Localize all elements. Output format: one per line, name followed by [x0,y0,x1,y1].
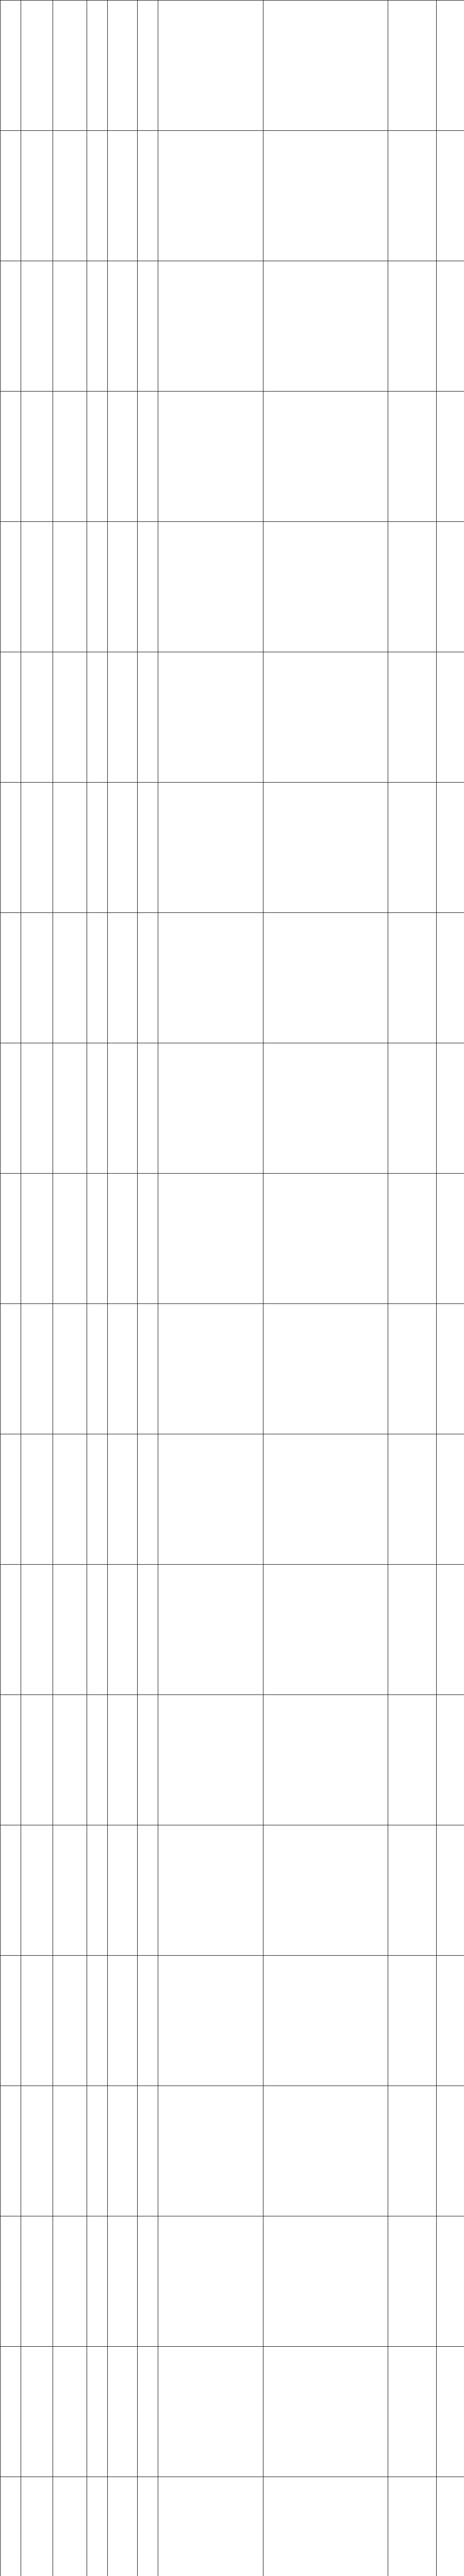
cell-index [1,392,21,522]
cell-unit [21,1434,53,1565]
cell-major [158,1695,263,1825]
cell-headcount [87,652,108,783]
cell-department [53,1695,87,1825]
table-row [1,131,464,261]
cell-unit [21,392,53,522]
cell-degree [138,522,158,652]
cell-headcount [87,2216,108,2347]
cell-degree [138,1956,158,2086]
cell-contact-person [437,652,464,783]
cell-degree [138,392,158,522]
cell-other-requirements [263,1565,388,1695]
cell-education [108,261,138,392]
cell-education [108,1825,138,1956]
cell-other-requirements [263,1825,388,1956]
table-row [1,2086,464,2216]
cell-headcount [87,522,108,652]
cell-contact-phone [388,2086,437,2216]
cell-degree [138,2216,158,2347]
cell-unit [21,522,53,652]
cell-department [53,1304,87,1434]
cell-unit [21,783,53,913]
cell-education [108,392,138,522]
cell-index [1,2347,21,2477]
table-row [1,1434,464,1565]
cell-department [53,1825,87,1956]
table-row [1,1565,464,1695]
cell-unit [21,2086,53,2216]
table-row [1,1043,464,1174]
table-row [1,2216,464,2347]
cell-department [53,1565,87,1695]
cell-contact-phone [388,1434,437,1565]
cell-headcount [87,1825,108,1956]
cell-education [108,1043,138,1174]
cell-department [53,2086,87,2216]
cell-unit [21,1825,53,1956]
cell-department [53,2216,87,2347]
cell-contact-person [437,1434,464,1565]
cell-education [108,913,138,1043]
cell-contact-person [437,2216,464,2347]
cell-major [158,522,263,652]
cell-other-requirements [263,1043,388,1174]
cell-contact-phone [388,2347,437,2477]
cell-contact-phone [388,913,437,1043]
table-row [1,1695,464,1825]
cell-other-requirements [263,522,388,652]
cell-major [158,913,263,1043]
cell-degree [138,913,158,1043]
cell-department [53,1043,87,1174]
cell-other-requirements [263,1174,388,1304]
table-row [1,652,464,783]
cell-degree [138,1434,158,1565]
cell-major [158,1434,263,1565]
cell-contact-person [437,1825,464,1956]
cell-department [53,1434,87,1565]
cell-education [108,131,138,261]
cell-contact-phone [388,1043,437,1174]
cell-major [158,392,263,522]
cell-degree [138,1825,158,1956]
cell-index [1,522,21,652]
cell-index [1,261,21,392]
cell-other-requirements [263,1,388,131]
cell-major [158,652,263,783]
table-body [1,1,464,2576]
cell-unit [21,1,53,131]
cell-department [53,131,87,261]
cell-index [1,2216,21,2347]
cell-major [158,1304,263,1434]
cell-contact-person [437,2086,464,2216]
cell-major [158,1565,263,1695]
cell-contact-phone [388,1695,437,1825]
cell-index [1,1043,21,1174]
cell-major [158,1956,263,2086]
cell-unit [21,1565,53,1695]
cell-major [158,2477,263,2576]
cell-other-requirements [263,2216,388,2347]
cell-degree [138,261,158,392]
cell-major [158,2086,263,2216]
cell-major [158,1825,263,1956]
cell-education [108,652,138,783]
cell-unit [21,1043,53,1174]
cell-unit [21,261,53,392]
cell-contact-person [437,1695,464,1825]
cell-degree [138,1565,158,1695]
cell-contact-person [437,2477,464,2576]
cell-headcount [87,1304,108,1434]
cell-major [158,1174,263,1304]
cell-other-requirements [263,1956,388,2086]
cell-degree [138,1,158,131]
cell-education [108,1565,138,1695]
cell-other-requirements [263,913,388,1043]
cell-index [1,783,21,913]
table-row [1,1825,464,1956]
cell-unit [21,1304,53,1434]
cell-index [1,1825,21,1956]
cell-department [53,1174,87,1304]
cell-degree [138,1174,158,1304]
cell-other-requirements [263,652,388,783]
cell-degree [138,1043,158,1174]
cell-index [1,1304,21,1434]
cell-index [1,131,21,261]
cell-headcount [87,392,108,522]
cell-contact-person [437,913,464,1043]
cell-contact-phone [388,1304,437,1434]
cell-education [108,1304,138,1434]
cell-major [158,2216,263,2347]
cell-index [1,913,21,1043]
cell-headcount [87,913,108,1043]
cell-major [158,1043,263,1174]
cell-other-requirements [263,392,388,522]
table-row [1,913,464,1043]
cell-other-requirements [263,1695,388,1825]
cell-other-requirements [263,2477,388,2576]
table-row [1,783,464,913]
cell-education [108,1695,138,1825]
cell-headcount [87,131,108,261]
cell-contact-phone [388,261,437,392]
cell-headcount [87,261,108,392]
cell-headcount [87,2347,108,2477]
cell-degree [138,2477,158,2576]
cell-education [108,522,138,652]
table-row [1,1,464,131]
cell-contact-person [437,1304,464,1434]
cell-degree [138,1695,158,1825]
cell-contact-phone [388,783,437,913]
table-row [1,522,464,652]
cell-index [1,2086,21,2216]
cell-education [108,2347,138,2477]
cell-index [1,652,21,783]
cell-contact-person [437,2347,464,2477]
cell-department [53,2347,87,2477]
cell-department [53,2477,87,2576]
cell-headcount [87,1565,108,1695]
cell-other-requirements [263,2086,388,2216]
cell-contact-person [437,522,464,652]
cell-other-requirements [263,2347,388,2477]
cell-contact-phone [388,131,437,261]
cell-unit [21,1695,53,1825]
cell-education [108,1174,138,1304]
cell-contact-phone [388,1956,437,2086]
cell-index [1,1434,21,1565]
cell-education [108,1,138,131]
cell-contact-person [437,1174,464,1304]
cell-department [53,261,87,392]
cell-unit [21,2216,53,2347]
cell-degree [138,783,158,913]
cell-major [158,783,263,913]
cell-other-requirements [263,783,388,913]
cell-degree [138,2347,158,2477]
table-row [1,2347,464,2477]
cell-headcount [87,2477,108,2576]
cell-unit [21,131,53,261]
cell-unit [21,2477,53,2576]
cell-other-requirements [263,1434,388,1565]
table-row [1,1304,464,1434]
cell-headcount [87,1043,108,1174]
cell-index [1,1565,21,1695]
cell-major [158,261,263,392]
cell-headcount [87,1174,108,1304]
cell-contact-phone [388,652,437,783]
cell-contact-phone [388,1174,437,1304]
cell-department [53,392,87,522]
cell-index [1,1174,21,1304]
cell-contact-person [437,1043,464,1174]
cell-headcount [87,1,108,131]
cell-contact-person [437,1565,464,1695]
cell-index [1,1956,21,2086]
cell-unit [21,652,53,783]
cell-education [108,2477,138,2576]
table-row [1,261,464,392]
cell-major [158,2347,263,2477]
cell-degree [138,131,158,261]
cell-department [53,1956,87,2086]
cell-department [53,652,87,783]
cell-contact-person [437,131,464,261]
cell-education [108,783,138,913]
cell-contact-phone [388,1,437,131]
cell-contact-person [437,261,464,392]
cell-other-requirements [263,261,388,392]
table-row [1,2477,464,2576]
cell-other-requirements [263,1304,388,1434]
cell-contact-phone [388,2216,437,2347]
cell-major [158,1,263,131]
cell-contact-person [437,1956,464,2086]
cell-education [108,2086,138,2216]
cell-unit [21,2347,53,2477]
cell-department [53,1,87,131]
cell-degree [138,1304,158,1434]
cell-contact-person [437,783,464,913]
cell-unit [21,1956,53,2086]
cell-headcount [87,1695,108,1825]
cell-index [1,1,21,131]
cell-headcount [87,783,108,913]
cell-index [1,2477,21,2576]
cell-other-requirements [263,131,388,261]
cell-contact-phone [388,1825,437,1956]
cell-contact-person [437,392,464,522]
cell-degree [138,652,158,783]
cell-education [108,1956,138,2086]
cell-department [53,783,87,913]
cell-headcount [87,1434,108,1565]
cell-unit [21,1174,53,1304]
cell-department [53,522,87,652]
cell-department [53,913,87,1043]
cell-major [158,131,263,261]
cell-contact-phone [388,1565,437,1695]
table-row [1,1174,464,1304]
cell-contact-phone [388,392,437,522]
cell-education [108,1434,138,1565]
cell-headcount [87,1956,108,2086]
cell-contact-phone [388,522,437,652]
cell-contact-phone [388,2477,437,2576]
table-row [1,1956,464,2086]
cell-education [108,2216,138,2347]
cell-degree [138,2086,158,2216]
cell-contact-person [437,1,464,131]
table-row [1,392,464,522]
cell-index [1,1695,21,1825]
cell-headcount [87,2086,108,2216]
cell-unit [21,913,53,1043]
